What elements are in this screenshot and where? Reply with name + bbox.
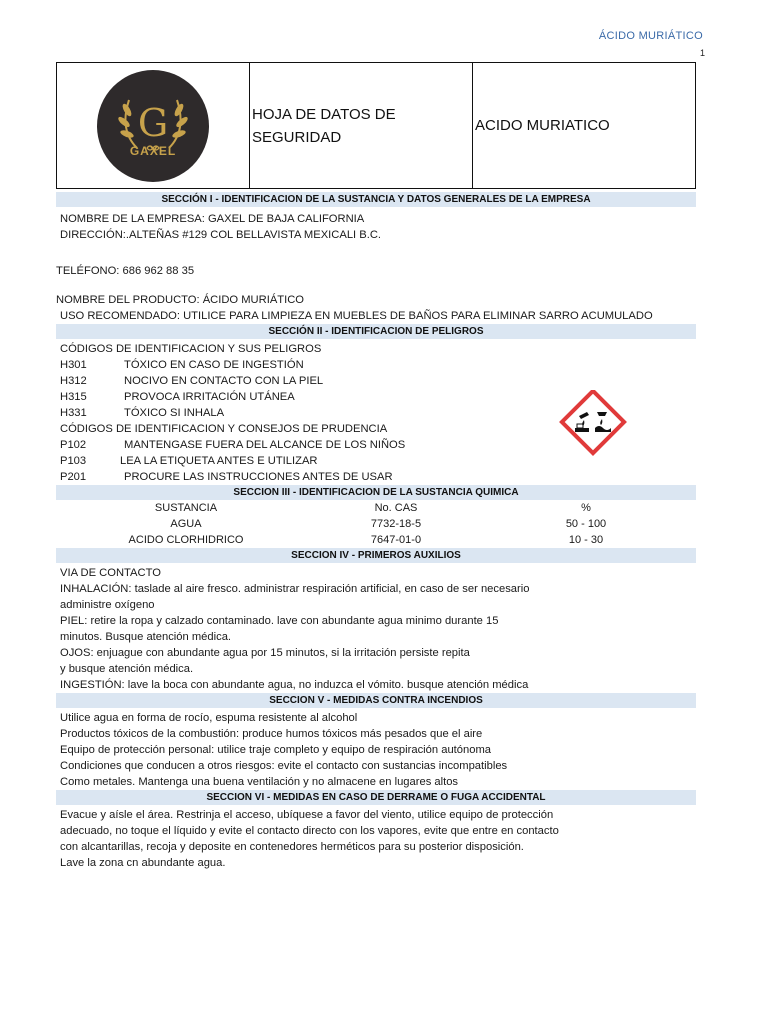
first-aid-line: PIEL: retire la ropa y calzado contaminado. lave con abundante agua minimo durante 15: [60, 615, 499, 627]
firefighting-line: Productos tóxicos de la combustión: produce humos tóxicos más pesados que el aire: [60, 728, 483, 740]
column-header: %: [581, 502, 591, 514]
column-header: No. CAS: [374, 502, 418, 514]
hazard-row: H331 TÓXICO SI INHALA: [60, 407, 225, 419]
first-aid-line: INGESTIÓN: lave la boca con abundante agua, no induzca el vómito. busque atención médica: [60, 679, 529, 691]
table-cell: ACIDO CLORHIDRICO: [128, 534, 244, 546]
precaution-heading: CÓDIGOS DE IDENTIFICACION Y CONSEJOS DE PRUDENCIA: [60, 423, 388, 435]
ghs-corrosive-icon: [555, 390, 631, 460]
table-cell: 50 - 100: [565, 518, 607, 530]
firefighting-line: Equipo de protección personal: utilice traje completo y equipo de respiración autónoma: [60, 744, 491, 756]
firefighting-line: Condiciones que conducen a otros riesgos: evite el contacto con sustancias incompatibles: [60, 760, 508, 772]
company-phone: TELÉFONO: 686 962 88 35: [56, 265, 195, 277]
hazard-row: H301 TÓXICO EN CASO DE INGESTIÓN: [60, 359, 304, 371]
spill-line: Evacue y aísle el área. Restrinja el acceso, ubíquese a favor del viento, utilice equipo de protección: [60, 809, 554, 821]
document-title: HOJA DE DATOS DE SEGURIDAD: [250, 63, 473, 189]
section-1-title: SECCIÓN I - IDENTIFICACION DE LA SUSTANCIA Y DATOS GENERALES DE LA EMPRESA: [56, 192, 696, 207]
precaution-row: P201 PROCURE LAS INSTRUCCIONES ANTES DE USAR: [60, 471, 393, 483]
first-aid-line: y busque atención médica.: [60, 663, 194, 675]
recommended-use: USO RECOMENDADO: UTILICE PARA LIMPIEZA EN MUEBLES DE BAÑOS PARA ELIMINAR SARRO ACUMULADO: [60, 310, 653, 322]
precaution-row: P102 MANTENGASE FUERA DEL ALCANCE DE LOS NIÑOS: [60, 439, 406, 451]
column-header: SUSTANCIA: [154, 502, 218, 514]
firefighting-line: Utilice agua en forma de rocío, espuma resistente al alcohol: [60, 712, 358, 724]
hazard-row: H315 PROVOCA IRRITACIÓN UTÁNEA: [60, 391, 295, 403]
table-header-row: [56, 500, 696, 516]
logo-letter: G: [137, 100, 169, 145]
substance-table: [56, 500, 696, 548]
logo-cell: [57, 63, 250, 189]
spill-line: adecuado, no toque el líquido y evite el contacto directo con los vapores, evite que entre en contacto: [60, 825, 559, 837]
spill-line: con alcantarillas, recoja y deposite en contenedores herméticos para su posterior disposición.: [60, 841, 524, 853]
section-5-title: SECCION V - MEDIDAS CONTRA INCENDIOS: [56, 693, 696, 708]
company-name: NOMBRE DE LA EMPRESA: GAXEL DE BAJA CALIFORNIA: [60, 213, 365, 225]
hazard-row: H312 NOCIVO EN CONTACTO CON LA PIEL: [60, 375, 324, 387]
table-cell: AGUA: [170, 518, 202, 530]
first-aid-line: minutos. Busque atención médica.: [60, 631, 232, 643]
table-cell: 7647-01-0: [370, 534, 422, 546]
section-3-title: SECCION III - IDENTIFICACION DE LA SUSTANCIA QUIMICA: [56, 485, 696, 500]
section-6-title: SECCION VI - MEDIDAS EN CASO DE DERRAME O FUGA ACCIDENTAL: [56, 790, 696, 805]
product-title: ACIDO MURIATICO: [473, 63, 696, 189]
section-4-title: SECCION IV - PRIMEROS AUXILIOS: [56, 548, 696, 563]
firefighting-line: Como metales. Mantenga una buena ventilación y no almacene en lugares altos: [60, 776, 459, 788]
table-row: [56, 532, 696, 548]
table-cell: 10 - 30: [568, 534, 604, 546]
gaxel-logo: [97, 70, 209, 182]
table-row: [56, 516, 696, 532]
running-header-title: ÁCIDO MURIÁTICO: [598, 30, 703, 42]
company-address: DIRECCIÓN:.ALTEÑAS #129 COL BELLAVISTA MEXICALI B.C.: [60, 229, 382, 241]
safety-data-sheet: [56, 62, 696, 871]
laurel-wreath-icon: [97, 70, 209, 182]
hazard-heading: CÓDIGOS DE IDENTIFICACION Y SUS PELIGROS: [60, 343, 322, 355]
spill-line: Lave la zona cn abundante agua.: [60, 857, 226, 869]
first-aid-line: administre oxígeno: [60, 599, 155, 611]
logo-wordmark: GAXEL: [129, 143, 177, 158]
first-aid-line: VIA DE CONTACTO: [60, 567, 161, 579]
page-number: 1: [699, 48, 705, 58]
precaution-row: P103 LEA LA ETIQUETA ANTES E UTILIZAR: [60, 455, 318, 467]
first-aid-line: INHALACIÓN: taslade al aire fresco. administrar respiración artificial, en caso de ser necesario: [60, 583, 530, 595]
first-aid-line: OJOS: enjuague con abundante agua por 15 minutos, si la irritación persiste repita: [60, 647, 470, 659]
section-2-title: SECCIÓN II - IDENTIFICACION DE PELIGROS: [56, 324, 696, 339]
table-cell: 7732-18-5: [370, 518, 422, 530]
product-name: NOMBRE DEL PRODUCTO: ÁCIDO MURIÁTICO: [56, 294, 305, 306]
document-header-table: [56, 62, 696, 189]
